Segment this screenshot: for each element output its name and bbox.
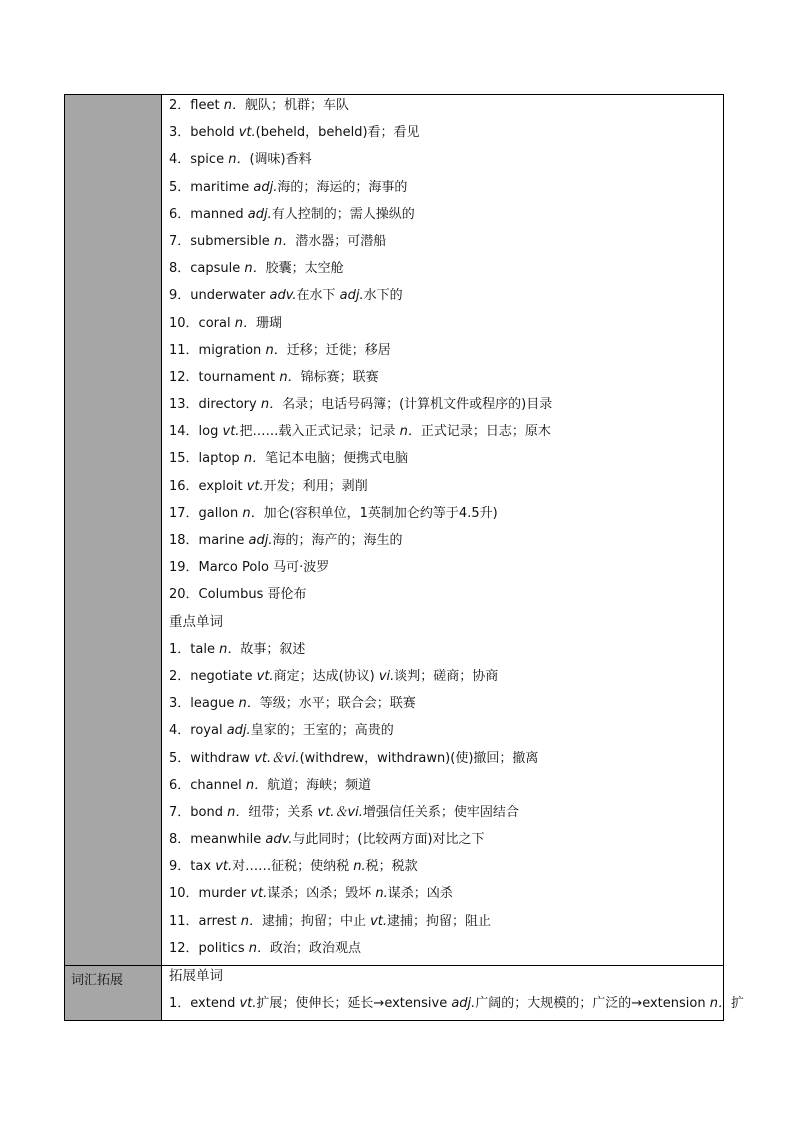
entry-number: 4．: [169, 723, 191, 739]
part-of-speech: vt.: [222, 424, 240, 440]
entry-definition: 海的；海产的；海生的: [272, 533, 403, 548]
part-of-speech: vt.: [256, 668, 274, 684]
part-of-speech: adj.: [253, 179, 278, 195]
entry-word: fleet: [190, 98, 220, 113]
entry-number: 7．: [169, 233, 191, 249]
vocab-entry: [169, 938, 719, 965]
entry-number: 20．: [169, 587, 199, 603]
entry-definition: 海的；海运的；海事的: [277, 179, 408, 195]
part-of-speech: vt.＆vi.: [254, 750, 300, 766]
vocab-entry: [169, 340, 719, 367]
part-of-speech: n．: [227, 804, 249, 820]
part-of-speech: adj.: [247, 206, 272, 222]
entry-word: tax: [190, 859, 212, 875]
entry-number: 9．: [169, 288, 191, 304]
part-of-speech: adv.: [269, 288, 297, 304]
entry-word: Marco Polo: [198, 560, 269, 576]
vocab-entry: [169, 476, 719, 503]
part-of-speech: adv.: [265, 832, 293, 848]
entry-definition: 对……征税；使纳税: [232, 859, 354, 875]
entry-definition: 纽带；关系: [248, 804, 318, 820]
entry-number: 4．: [169, 152, 191, 168]
entry-word: spice: [190, 152, 225, 168]
section-heading: 拓展单词: [169, 968, 223, 984]
part-of-speech: adj.: [451, 996, 476, 1012]
section-label: 词汇拓展: [65, 966, 162, 1021]
entry-definition: 逮捕；拘留；阻止: [387, 913, 492, 929]
entry-number: 6．: [169, 777, 191, 793]
part-of-speech: n．: [228, 152, 250, 168]
part-of-speech: vi.: [378, 668, 395, 684]
entry-word: league: [190, 696, 235, 712]
section-row: [65, 966, 724, 1021]
section-row: [65, 95, 724, 966]
entry-word: channel: [190, 777, 242, 793]
vocab-entry: [169, 95, 719, 122]
entry-definition: 锦标赛；联赛: [300, 369, 379, 385]
entry-word: royal: [190, 723, 223, 739]
entry-number: 8．: [169, 832, 191, 848]
entry-number: 7．: [169, 804, 191, 820]
part-of-speech: vt.: [215, 859, 233, 875]
entry-definition: 谈判；磋商；协商: [394, 668, 499, 684]
entry-number: 3．: [169, 696, 191, 712]
entry-number: 8．: [169, 261, 191, 277]
part-of-speech: adj.: [226, 723, 251, 739]
entry-word: marine: [198, 533, 245, 548]
entry-number: 14．: [169, 424, 199, 440]
part-of-speech: n．: [399, 424, 421, 440]
entry-definition: 谋杀；凶杀: [387, 886, 453, 902]
vocab-page: [64, 94, 744, 1021]
vocab-entry: [169, 557, 719, 584]
entry-number: 1．: [169, 641, 191, 657]
entry-number: 15．: [169, 451, 199, 467]
part-of-speech: adj.: [248, 533, 273, 548]
part-of-speech: n．: [242, 505, 264, 521]
entry-word: arrest: [198, 913, 237, 929]
entry-definition: 航道；海峡；频道: [267, 777, 372, 793]
entry-number: 13．: [169, 397, 199, 413]
part-of-speech: n．: [273, 233, 296, 249]
part-of-speech: n．: [243, 451, 266, 467]
part-of-speech: vt.: [246, 478, 264, 494]
entry-definition: 商定；达成(协议): [273, 668, 379, 684]
entry-word: murder: [198, 886, 247, 902]
entry-definition: 加仑(容积单位，1英制加仑约等于4.5升): [263, 505, 498, 521]
part-of-speech: n．: [245, 777, 268, 793]
section-heading: 重点单词: [169, 613, 223, 630]
entry-word: log: [198, 424, 219, 440]
entry-definition: 税；税款: [365, 859, 418, 875]
entry-word: submersible: [190, 233, 270, 249]
entry-word: tale: [190, 641, 215, 657]
part-of-speech: n．: [248, 940, 270, 956]
entry-number: 18．: [169, 533, 199, 548]
entry-number: 5．: [169, 750, 191, 766]
entry-definition: 正式记录；日志；原木: [420, 424, 551, 440]
part-of-speech: n．: [234, 315, 256, 331]
entry-definition: 逮捕；拘留；中止: [261, 913, 371, 929]
vocab-entry: [169, 367, 719, 394]
entry-number: 19．: [169, 560, 199, 576]
vocab-entry: [169, 883, 719, 910]
entry-word: negotiate: [190, 668, 253, 684]
vocab-entry: [169, 204, 719, 231]
entry-number: 16．: [169, 478, 199, 494]
vocab-entry: [169, 829, 719, 856]
part-of-speech: vt.＆vi.: [317, 804, 363, 820]
entry-word: extend: [190, 996, 236, 1012]
vocab-entry: [169, 122, 719, 149]
part-of-speech: n．: [238, 696, 260, 712]
entry-definition: 扩: [730, 996, 744, 1012]
vocab-entry: [169, 503, 719, 530]
entry-definition: 政治；政治观点: [270, 940, 362, 956]
entry-definition: 把……载入正式记录；记录: [239, 424, 400, 440]
vocab-entry: [169, 530, 719, 557]
entry-definition: 潜水器；可潜船: [295, 233, 387, 249]
part-of-speech: n．: [244, 261, 266, 277]
vocab-entry: [169, 149, 719, 176]
entry-word: behold: [190, 125, 235, 141]
part-of-speech: vt.: [238, 125, 256, 141]
vocab-table: [64, 94, 744, 1021]
vocab-entry: [169, 231, 719, 258]
vocab-entry: [169, 394, 719, 421]
vocab-entry: [169, 693, 719, 720]
entry-definition: 增强信任关系；使牢固结合: [362, 804, 519, 820]
entry-definition: (调味)香料: [249, 152, 312, 168]
entry-word: migration: [198, 342, 262, 358]
entry-number: 6．: [169, 206, 191, 222]
part-of-speech: n．: [279, 369, 301, 385]
entry-definition: 马可·波罗: [273, 560, 330, 576]
entry-word: coral: [198, 315, 231, 331]
part-of-speech: n．: [260, 397, 283, 413]
entry-word: directory: [198, 397, 257, 413]
entry-definition: 广阔的；大规模的；广泛的→extension: [475, 996, 710, 1012]
vocab-entry: [169, 285, 719, 312]
part-of-speech: n．: [709, 996, 731, 1012]
entry-word: bond: [190, 804, 223, 820]
entry-number: 12．: [169, 369, 199, 385]
entry-definition: 扩展；使伸长；延长→extensive: [256, 996, 452, 1012]
entry-definition: 水下的: [363, 288, 403, 304]
entry-definition: 开发；利用；剥削: [263, 478, 368, 494]
entry-word: meanwhile: [190, 832, 262, 848]
vocab-entry: [169, 748, 719, 775]
part-of-speech: n．: [223, 98, 245, 113]
entry-definition: 迁移；迁徙；移居: [286, 342, 391, 358]
entry-word: Columbus: [198, 587, 264, 603]
vocab-entry: [169, 666, 719, 693]
entry-definition: 有人控制的；需人操纵的: [271, 206, 415, 222]
part-of-speech: vt.: [239, 996, 257, 1012]
vocab-entry: [169, 720, 719, 747]
entry-definition: 名录；电话号码簿；(计算机文件或程序的)目录: [282, 397, 553, 413]
vocab-entry: [169, 802, 719, 829]
section-label: [65, 95, 162, 966]
part-of-speech: n．: [240, 913, 262, 929]
vocab-entry: [169, 177, 719, 204]
entry-definition: 胶囊；太空舱: [265, 261, 344, 277]
entry-word: tournament: [198, 369, 276, 385]
vocab-entry: [169, 584, 719, 611]
entry-number: 12．: [169, 940, 199, 956]
entry-definition: 舰队；机群；车队: [244, 98, 349, 113]
part-of-speech: vt.: [370, 913, 388, 929]
entry-number: 2．: [169, 98, 191, 113]
vocab-entry: [169, 911, 719, 938]
entry-number: 3．: [169, 125, 191, 141]
entry-number: 17．: [169, 505, 199, 521]
entry-number: 10．: [169, 886, 199, 902]
entry-definition: (beheld，beheld)看；看见: [255, 125, 420, 141]
entry-definition: 珊瑚: [255, 315, 282, 331]
entry-definition: 皇家的；王室的；高贵的: [250, 723, 394, 739]
entry-word: withdraw: [190, 750, 251, 766]
entry-definition: (withdrew，withdrawn)(使)撤回；撤离: [299, 750, 539, 766]
entry-word: laptop: [198, 451, 240, 467]
vocab-entry: [169, 639, 719, 666]
vocab-entry: [169, 775, 719, 802]
entry-definition: 与此同时；(比较两方面)对比之下: [292, 832, 485, 848]
entry-number: 11．: [169, 913, 199, 929]
vocab-entry: [169, 421, 719, 448]
section-content: [162, 95, 724, 966]
entry-definition: 哥伦布: [267, 587, 307, 603]
entry-number: 9．: [169, 859, 191, 875]
entry-number: 10．: [169, 315, 199, 331]
entry-word: gallon: [198, 505, 239, 521]
section-content: [162, 966, 744, 1021]
entry-word: underwater: [190, 288, 266, 304]
vocab-entry: [169, 258, 719, 285]
entry-word: manned: [190, 206, 244, 222]
part-of-speech: adj.: [339, 288, 364, 304]
entry-number: 2．: [169, 668, 191, 684]
entry-definition: 在水下: [296, 288, 340, 304]
entry-word: capsule: [190, 261, 241, 277]
entry-word: maritime: [190, 179, 250, 195]
part-of-speech: n.: [353, 859, 366, 875]
vocab-entry: [169, 993, 744, 1020]
vocab-entry: [169, 313, 719, 340]
vocab-entry: [169, 856, 719, 883]
entry-definition: 谋杀；凶杀；毁坏: [267, 886, 376, 902]
entry-number: 1．: [169, 996, 191, 1012]
entry-definition: 故事；叙述: [240, 641, 306, 657]
part-of-speech: vt.: [250, 886, 268, 902]
part-of-speech: n．: [219, 641, 241, 657]
entry-number: 11．: [169, 342, 199, 358]
entry-number: 5．: [169, 179, 191, 195]
entry-word: exploit: [198, 478, 243, 494]
entry-word: politics: [198, 940, 245, 956]
entry-definition: 等级；水平；联合会；联赛: [259, 696, 416, 712]
part-of-speech: n.: [375, 886, 388, 902]
part-of-speech: n．: [265, 342, 287, 358]
entry-definition: 笔记本电脑；便携式电脑: [265, 451, 409, 467]
vocab-entry: [169, 448, 719, 475]
